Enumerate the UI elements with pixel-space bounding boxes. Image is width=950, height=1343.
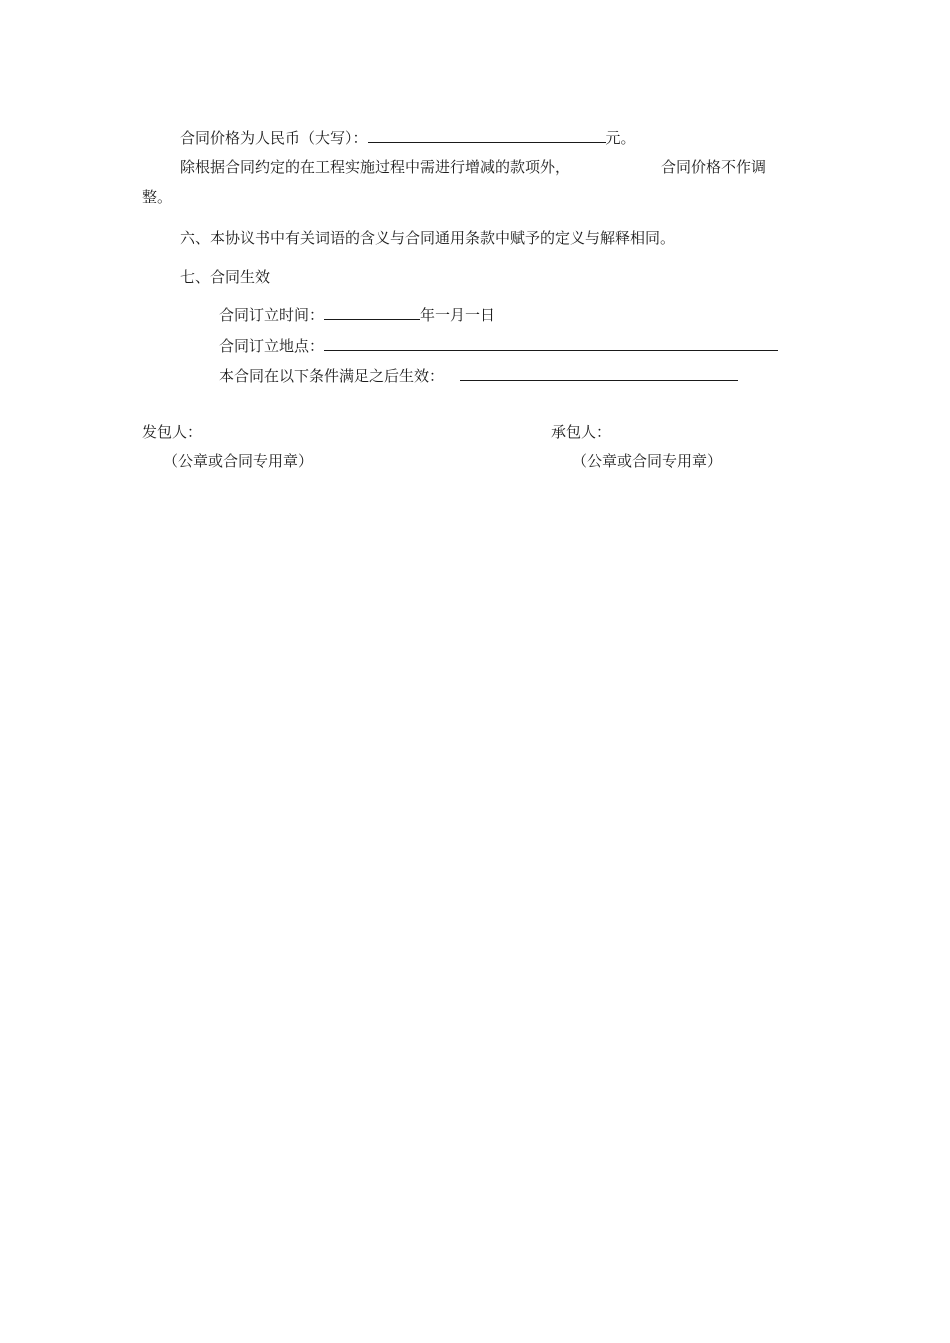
contractor-label: 承包人： bbox=[551, 423, 612, 441]
contract-price-label: 合同价格为人民币（大写）： bbox=[180, 129, 368, 147]
effective-condition-line bbox=[219, 365, 738, 386]
signing-time-line bbox=[219, 304, 495, 325]
signing-time-label: 合同订立时间： bbox=[219, 306, 325, 324]
employer-seal: （公章或合同专用章） bbox=[163, 452, 314, 470]
contract-price-blank bbox=[368, 127, 606, 143]
effective-condition-blank bbox=[460, 365, 738, 381]
adjustment-line-2: 整。 bbox=[142, 188, 173, 206]
article-seven-heading: 七、合同生效 bbox=[180, 268, 271, 286]
contract-price-suffix: 元。 bbox=[605, 129, 636, 147]
contractor-seal: （公章或合同专用章） bbox=[572, 452, 723, 470]
signing-time-blank bbox=[324, 304, 420, 320]
adjustment-line-1-left: 除根据合同约定的在工程实施过程中需进行增减的款项外， bbox=[180, 158, 571, 176]
signing-time-suffix: 年一月一日 bbox=[420, 306, 496, 324]
signing-place-line bbox=[219, 335, 778, 356]
contract-price-line bbox=[180, 127, 636, 148]
signing-place-label: 合同订立地点： bbox=[219, 337, 325, 355]
adjustment-line-1-right: 合同价格不作调 bbox=[661, 158, 767, 176]
effective-condition-label: 本合同在以下条件满足之后生效： bbox=[219, 367, 445, 385]
article-six: 六、本协议书中有关词语的含义与合同通用条款中赋予的定义与解释相同。 bbox=[180, 229, 676, 247]
employer-label: 发包人： bbox=[142, 423, 203, 441]
signing-place-blank bbox=[324, 335, 778, 351]
